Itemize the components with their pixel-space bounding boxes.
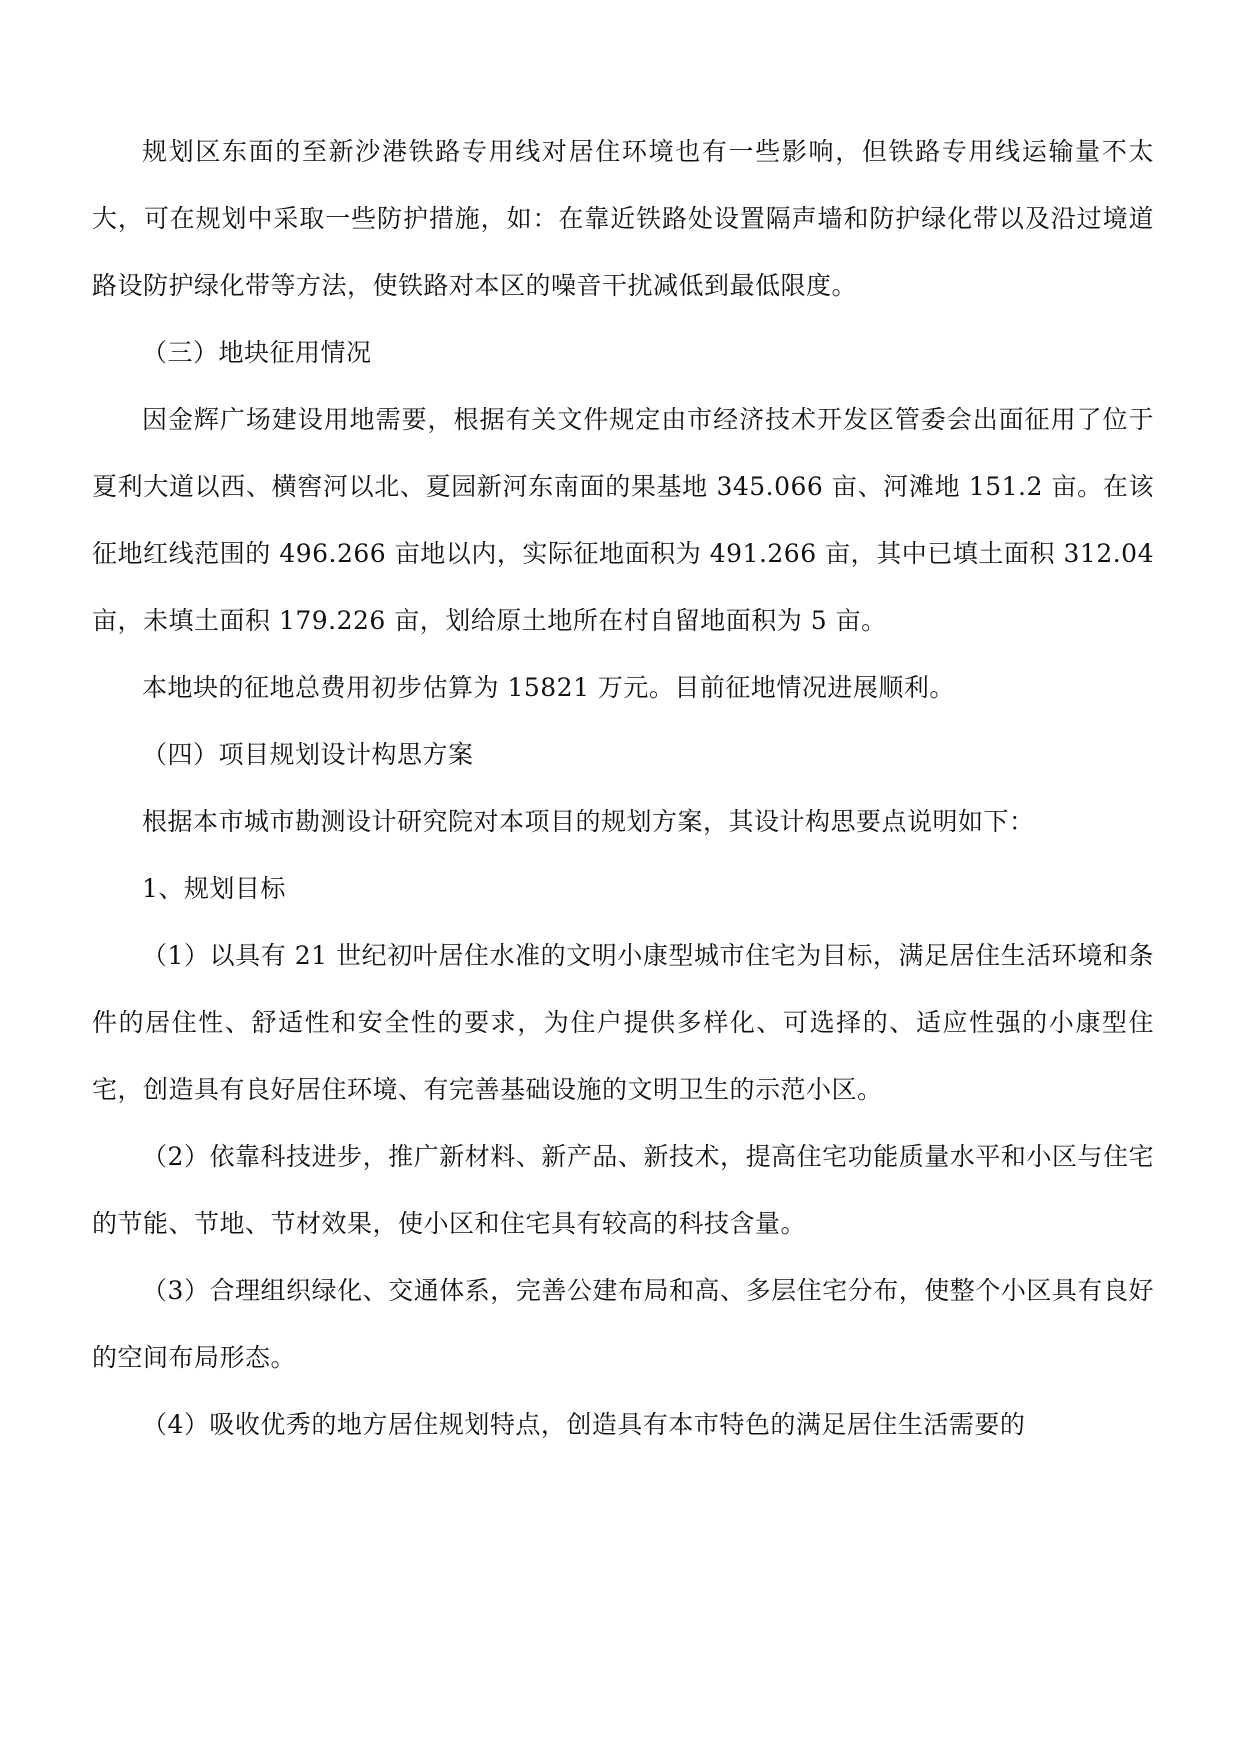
paragraph-design-intro: 根据本市城市勘测设计研究院对本项目的规划方案，其设计构思要点说明如下： bbox=[142, 807, 1035, 836]
goal-item-4: （4）吸收优秀的地方居住规划特点，创造具有本市特色的满足居住生活需要的 bbox=[142, 1410, 1026, 1439]
document-body bbox=[92, 118, 1154, 1458]
paragraph-acquisition-cost: 本地块的征地总费用初步估算为 15821 万元。目前征地情况进展顺利。 bbox=[142, 673, 955, 702]
paragraph-railway-impact: 规划区东面的至新沙港铁路专用线对居住环境也有一些影响，但铁路专用线运输量不太大，可在规划中采取一些防护措施，如：在靠近铁路处设置隔声墙和防护绿化带以及沿过境道路设防护绿化带等方法，使铁路对本区的噪音干扰减低到最低限度。 bbox=[92, 137, 1154, 300]
paragraph-land-acquisition: 因金辉广场建设用地需要，根据有关文件规定由市经济技术开发区管委会出面征用了位于夏利大道以西、横窖河以北、夏园新河东南面的果基地 345.066 亩、河滩地 151.2 亩。在该征地红线范围的 496.266 亩地以内，实际征地面积为 491.266 亩，其中已填土面积 312.04 亩，未填土面积 179.226 亩，划给原土地所在村自留地面积为 5 亩。 bbox=[92, 405, 1154, 635]
subheading-planning-goals: 1、规划目标 bbox=[142, 874, 286, 903]
goal-item-2: （2）依靠科技进步，推广新材料、新产品、新技术，提高住宅功能质量水平和小区与住宅的节能、节地、节材效果，使小区和住宅具有较高的科技含量。 bbox=[92, 1142, 1154, 1238]
goal-item-1: （1）以具有 21 世纪初叶居住水准的文明小康型城市住宅为目标，满足居住生活环境和条件的居住性、舒适性和安全性的要求，为住户提供多样化、可选择的、适应性强的小康型住宅，创造具有良好居住环境、有完善基础设施的文明卫生的示范小区。 bbox=[92, 941, 1154, 1104]
section-heading-land-acquisition: （三）地块征用情况 bbox=[142, 338, 372, 367]
goal-item-3: （3）合理组织绿化、交通体系，完善公建布局和高、多层住宅分布，使整个小区具有良好的空间布局形态。 bbox=[92, 1276, 1154, 1372]
section-heading-design-concept: （四）项目规划设计构思方案 bbox=[142, 740, 474, 769]
